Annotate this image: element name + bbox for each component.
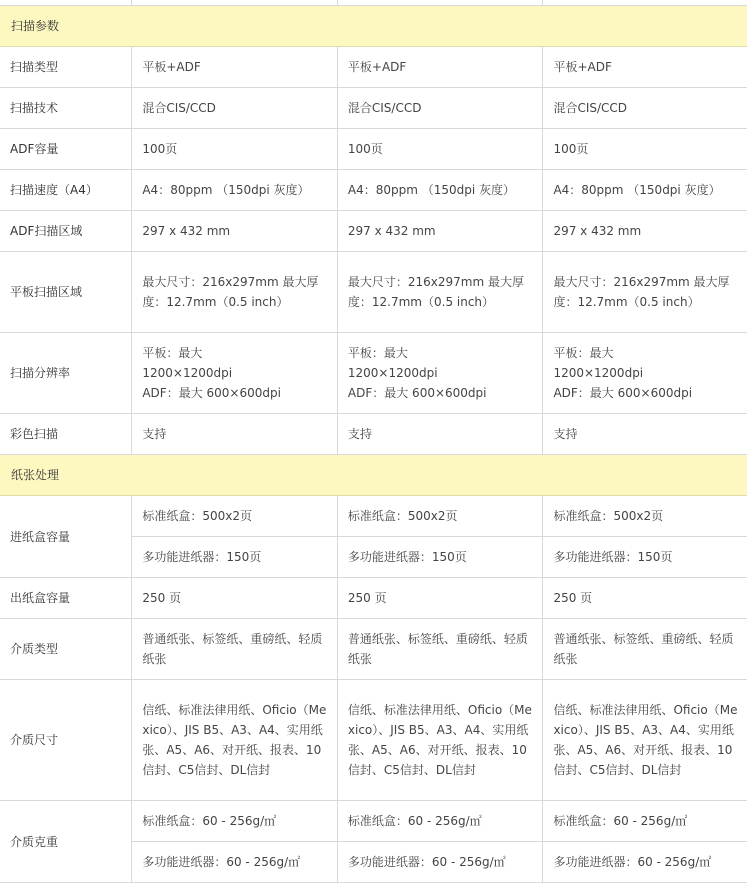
value-cell	[543, 333, 747, 414]
value-cell: 多功能进纸器：60 - 256g/㎡	[543, 842, 747, 883]
value-cell: 支持	[132, 414, 338, 455]
row-label: 彩色扫描	[0, 414, 132, 455]
value-cell: 多功能进纸器：150页	[543, 537, 747, 578]
value-cell: 最大尺寸：216x297mm 最大厚度：12.7mm（0.5 inch）	[132, 252, 338, 333]
value-line: 1200×1200dpi	[553, 366, 644, 380]
row-label: ADF容量	[0, 129, 132, 170]
row-label: ADF扫描区域	[0, 211, 132, 252]
row-label: 进纸盒容量	[0, 496, 132, 578]
table-row-color-scan	[0, 414, 747, 455]
value-cell: 多功能进纸器：150页	[132, 537, 338, 578]
value-cell: 100页	[543, 129, 747, 170]
value-line: 1200×1200dpi	[347, 366, 438, 380]
value-cell: 信纸、标准法律用纸、Oficio（Mexico）、JIS B5、A3、A4、实用纸张、A5、A6、对开纸、报表、10信封、C5信封、DL信封	[132, 680, 338, 801]
table-row-resolution	[0, 333, 747, 414]
section-header-scan	[0, 6, 747, 47]
value-cell: 最大尺寸：216x297mm 最大厚度：12.7mm（0.5 inch）	[337, 252, 543, 333]
value-line: 平板：最大	[347, 346, 408, 360]
value-cell: 297 x 432 mm	[132, 211, 338, 252]
value-cell: 普通纸张、标签纸、重磅纸、轻质纸张	[543, 619, 747, 680]
value-cell: 250 页	[132, 578, 338, 619]
value-cell: 多功能进纸器：60 - 256g/㎡	[337, 842, 543, 883]
row-label: 介质尺寸	[0, 680, 132, 801]
value-cell: 支持	[543, 414, 747, 455]
value-cell: 标准纸盒：60 - 256g/㎡	[543, 801, 747, 842]
value-cell: 100页	[337, 129, 543, 170]
value-line: ADF：最大 600×600dpi	[142, 386, 281, 400]
value-line: 平板：最大	[553, 346, 614, 360]
table-row-scan-speed	[0, 170, 747, 211]
section-title-scan: 扫描参数	[0, 6, 747, 47]
value-cell: 标准纸盒：60 - 256g/㎡	[132, 801, 338, 842]
row-label: 平板扫描区域	[0, 252, 132, 333]
value-cell: 普通纸张、标签纸、重磅纸、轻质纸张	[337, 619, 543, 680]
value-cell: 信纸、标准法律用纸、Oficio（Mexico）、JIS B5、A3、A4、实用纸张、A5、A6、对开纸、报表、10信封、C5信封、DL信封	[543, 680, 747, 801]
section-title-paper: 纸张处理	[0, 455, 747, 496]
table-row-media-type	[0, 619, 747, 680]
value-cell: A4：80ppm （150dpi 灰度）	[543, 170, 747, 211]
value-cell: 多功能进纸器：60 - 256g/㎡	[132, 842, 338, 883]
value-cell: 标准纸盒：500x2页	[337, 496, 543, 537]
value-cell: 混合CIS/CCD	[132, 88, 338, 129]
value-line: ADF：最大 600×600dpi	[553, 386, 693, 400]
value-cell: 平板+ADF	[543, 47, 747, 88]
table-row-scan-tech	[0, 88, 747, 129]
value-cell: 250 页	[337, 578, 543, 619]
table-row-media-weight	[0, 801, 747, 842]
row-label: 扫描速度（A4）	[0, 170, 132, 211]
row-label: 扫描分辨率	[0, 333, 132, 414]
table-row-media-size	[0, 680, 747, 801]
value-cell: 标准纸盒：60 - 256g/㎡	[337, 801, 543, 842]
value-line: ADF：最大 600×600dpi	[347, 386, 487, 400]
value-cell	[132, 333, 338, 414]
table-row-adf-capacity	[0, 129, 747, 170]
table-row-flatbed-area	[0, 252, 747, 333]
row-label: 扫描技术	[0, 88, 132, 129]
value-cell: 混合CIS/CCD	[543, 88, 747, 129]
row-label: 出纸盒容量	[0, 578, 132, 619]
table-row-scan-type	[0, 47, 747, 88]
value-cell: A4：80ppm （150dpi 灰度）	[337, 170, 543, 211]
value-cell: 最大尺寸：216x297mm 最大厚度：12.7mm（0.5 inch）	[543, 252, 747, 333]
row-label: 扫描类型	[0, 47, 132, 88]
value-cell: 平板+ADF	[337, 47, 543, 88]
value-line: 1200×1200dpi	[142, 366, 233, 380]
value-cell: 普通纸张、标签纸、重磅纸、轻质纸张	[132, 619, 338, 680]
table-row-output-capacity	[0, 578, 747, 619]
row-label: 介质类型	[0, 619, 132, 680]
value-cell: A4：80ppm （150dpi 灰度）	[132, 170, 338, 211]
table-row-adf-area	[0, 211, 747, 252]
section-header-paper	[0, 455, 747, 496]
value-cell: 100页	[132, 129, 338, 170]
value-cell	[337, 333, 543, 414]
value-cell: 标准纸盒：500x2页	[543, 496, 747, 537]
value-cell: 标准纸盒：500x2页	[132, 496, 338, 537]
value-cell: 支持	[337, 414, 543, 455]
value-line: 平板：最大	[142, 346, 203, 360]
value-cell: 混合CIS/CCD	[337, 88, 543, 129]
value-cell: 297 x 432 mm	[543, 211, 747, 252]
value-cell: 多功能进纸器：150页	[337, 537, 543, 578]
value-cell: 250 页	[543, 578, 747, 619]
value-cell: 297 x 432 mm	[337, 211, 543, 252]
row-label: 介质克重	[0, 801, 132, 883]
value-cell: 信纸、标准法律用纸、Oficio（Mexico）、JIS B5、A3、A4、实用纸张、A5、A6、对开纸、报表、10信封、C5信封、DL信封	[337, 680, 543, 801]
value-cell: 平板+ADF	[132, 47, 338, 88]
table-row-input-capacity	[0, 496, 747, 537]
